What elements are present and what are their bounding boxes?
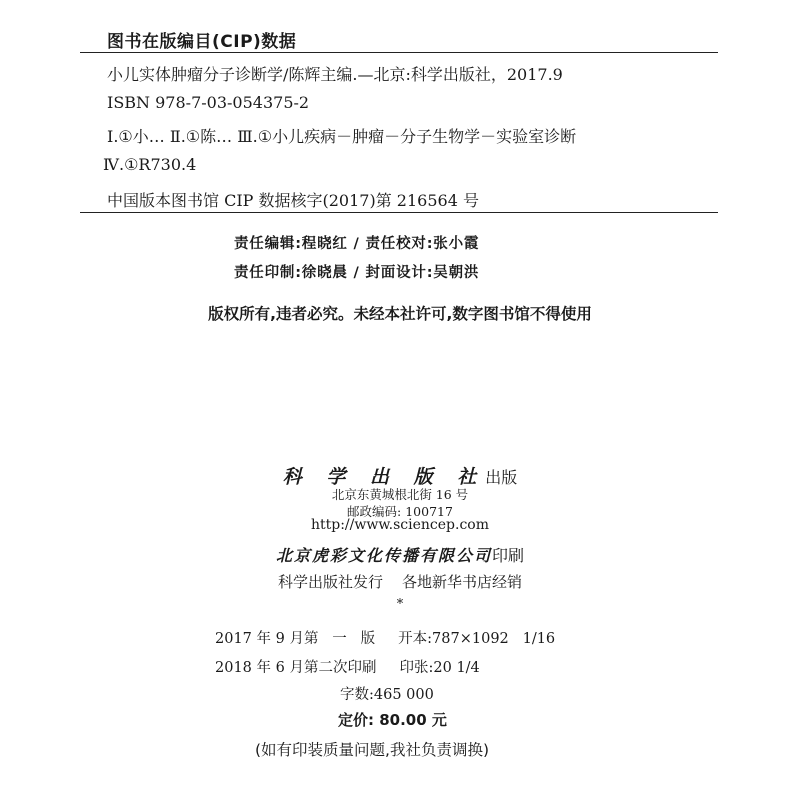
publisher-name: 科 学 出 版 社: [282, 466, 486, 488]
publisher-suffix: 出版: [485, 468, 518, 487]
cip-bottom-rule: [80, 212, 718, 213]
printing-line: 2018 年 6 月第二次印刷 印张:20 1/4: [215, 660, 480, 676]
distribution-line: 科学出版社发行 各地新华书店经销: [277, 573, 523, 591]
cip-class-line: Ⅳ.①R730.4: [103, 155, 197, 174]
printer-line: [0, 543, 800, 566]
separator-star: *: [396, 597, 404, 612]
quality-note: (如有印装质量问题,我社负责调换): [255, 741, 490, 759]
cip-title-line: 小儿实体肿瘤分子诊断学/陈辉主编.—北京:科学出版社，2017.9: [107, 65, 563, 84]
publisher-address: 北京东黄城根北街 16 号: [331, 487, 469, 502]
word-count: 字数:465 000: [340, 687, 434, 703]
price: 定价: 80.00 元: [338, 711, 447, 729]
printer-name: 北京虎彩文化传播有限公司: [275, 546, 492, 565]
cip-heading: 图书在版编目(CIP)数据: [107, 32, 297, 52]
edition-line: 2017 年 9 月第 一 版 开本:787×1092 1/16: [215, 631, 556, 647]
credits-editors: 责任编辑:程晓红 / 责任校对:张小霞: [234, 236, 480, 252]
printer-suffix: 印刷: [492, 546, 525, 565]
cip-subject-line: Ⅰ.①小… Ⅱ.①陈… Ⅲ.①小儿疾病－肿瘤－分子生物学－实验室诊断: [107, 127, 577, 146]
publisher-postcode: 邮政编码: 100717: [347, 504, 453, 519]
cip-top-rule: [80, 52, 718, 53]
credits-printing-design: 责任印制:徐晓晨 / 封面设计:吴朝洪: [234, 265, 480, 281]
copyright-notice: 版权所有,违者必究。未经本社许可,数字图书馆不得使用: [208, 305, 592, 323]
publisher-url: http://www.sciencep.com: [310, 517, 489, 533]
cip-isbn: ISBN 978-7-03-054375-2: [107, 93, 310, 112]
cip-library-line: 中国版本图书馆 CIP 数据核字(2017)第 216564 号: [107, 191, 479, 210]
